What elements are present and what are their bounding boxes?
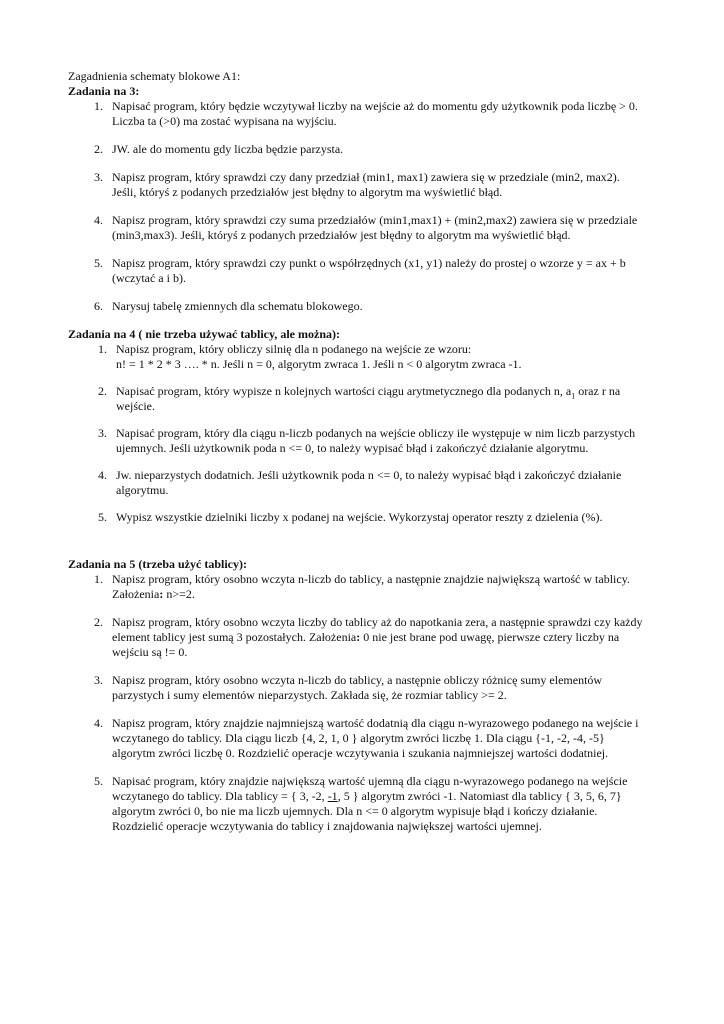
list-item xyxy=(68,142,668,157)
text-fragment: n>=2. xyxy=(163,587,195,601)
item-text xyxy=(116,426,668,456)
text-line: (min3,max3). Jeśli, któryś z podanych przedziałów jest błędny to algorytm ma wyświetlić błąd. xyxy=(112,228,571,242)
text-line: Jeśli, któryś z podanych przedziałów jest błędny to algorytm ma wyświetlić błąd. xyxy=(112,185,503,199)
list-item xyxy=(68,299,668,314)
text-fragment: Napisać program, który wypisze n kolejnych wartości ciągu arytmetycznego dla podanych n, a xyxy=(116,384,572,398)
text-line: wejściu są != 0. xyxy=(112,645,188,659)
item-number: 1. xyxy=(94,99,103,113)
item-text xyxy=(112,673,668,703)
item-text xyxy=(112,615,668,660)
text-line: n! = 1 * 2 * 3 …. * n. Jeśli n = 0, algorytm zwraca 1. Jeśli n < 0 algorytm zwraca -1. xyxy=(116,357,522,371)
text-line: Napisz program, który sprawdzi czy punkt o współrzędnych (x1, y1) należy do prostej o wzorze y = ax + b xyxy=(112,256,626,270)
text-line xyxy=(116,384,668,399)
item-number: 1. xyxy=(98,342,107,356)
item-text xyxy=(116,342,668,372)
text-line: wejście. xyxy=(116,399,155,413)
document-content xyxy=(68,69,668,847)
document-title: Zagadnienia schematy blokowe A1: xyxy=(68,69,241,83)
text-line: Napisz program, który sprawdzi czy dany przedział (min1, max1) zawiera się w przedziale (min2, max2). xyxy=(112,170,620,184)
text-fragment: oraz r na xyxy=(575,384,621,398)
text-fragment: Założenia xyxy=(112,587,160,601)
item-text xyxy=(112,142,668,157)
item-number: 2. xyxy=(94,142,103,156)
text-line: algorytm zwróci 0, bo nie ma liczb ujemnych. Dla n <= 0 algorytm wypisuje błąd i kończy działanie. xyxy=(112,804,598,818)
task-list-grade-5 xyxy=(68,572,668,834)
text-line: algorytmu. xyxy=(116,483,169,497)
bold-colon: : xyxy=(356,630,361,644)
item-text xyxy=(112,774,668,834)
list-item xyxy=(68,426,668,456)
item-number: 3. xyxy=(94,673,103,687)
text-line: Wypisz wszystkie dzielniki liczby x podanej na wejście. Wykorzystaj operator reszty z dzielenia (%). xyxy=(116,510,603,524)
list-item xyxy=(68,99,668,129)
item-number: 5. xyxy=(94,774,103,788)
item-number: 4. xyxy=(98,468,107,482)
list-item xyxy=(68,774,668,834)
subscript: 1 xyxy=(571,391,576,401)
section-heading-grade-4: Zadania na 4 ( nie trzeba używać tablicy, ale można): xyxy=(68,327,340,341)
list-item xyxy=(68,615,668,660)
list-item xyxy=(68,468,668,498)
item-number: 1. xyxy=(94,572,103,586)
text-line: Napisać program, który dla ciągu n-liczb podanych na wejście obliczy ile występuje w nim liczb parzystych xyxy=(116,426,636,440)
list-item xyxy=(68,342,668,372)
text-line: Napisz program, który sprawdzi czy suma przedziałów (min1,max1) + (min2,max2) zawiera się w przedziale xyxy=(112,213,638,227)
item-number: 2. xyxy=(94,615,103,629)
list-item xyxy=(68,170,668,200)
item-number: 2. xyxy=(98,384,107,398)
item-text xyxy=(112,256,668,286)
list-item xyxy=(68,572,668,602)
item-text xyxy=(112,170,668,200)
list-item xyxy=(68,716,668,761)
item-number: 5. xyxy=(94,256,103,270)
list-item xyxy=(68,510,668,525)
item-number: 4. xyxy=(94,213,103,227)
spacer xyxy=(68,537,668,557)
text-line: Napisać program, który znajdzie największą wartość ujemną dla ciągu n-wyrazowego podanego na wejście xyxy=(112,774,628,788)
list-item xyxy=(68,384,668,414)
text-line: wczytanego do tablicy. Dla ciągu liczb {4, 2, 1, 0 } algorytm zwróci liczbę 1. Dla ciągu {-1, -2, -4, -5} xyxy=(112,731,605,745)
text-line: Liczba ta (>0) ma zostać wypisana na wyjściu. xyxy=(112,114,337,128)
text-fragment: element tablicy jest sumą 3 pozostałych. Założenia xyxy=(112,630,357,644)
item-number: 6. xyxy=(94,299,103,313)
task-list-grade-3 xyxy=(68,99,668,314)
section-heading-grade-3: Zadania na 3: xyxy=(68,84,140,98)
item-number: 3. xyxy=(94,170,103,184)
text-line: Napisać program, który będzie wczytywał liczby na wejście aż do momentu gdy użytkownik poda liczbę > 0. xyxy=(112,99,638,113)
text-line xyxy=(112,789,668,804)
item-text xyxy=(116,384,668,414)
item-text xyxy=(112,299,668,314)
text-line: Napisz program, który osobno wczyta n-liczb do tablicy, a następnie obliczy różnicę sumy elementów xyxy=(112,673,603,687)
text-line: Narysuj tabelę zmiennych dla schematu blokowego. xyxy=(112,299,363,313)
text-line: Napisz program, który osobno wczyta liczby do tablicy aż do napotkania zera, a następnie sprawdzi czy każdy xyxy=(112,615,643,629)
list-item xyxy=(68,673,668,703)
item-text xyxy=(112,99,668,129)
item-text xyxy=(112,213,668,243)
item-number: 5. xyxy=(98,510,107,524)
text-fragment: , 5 } algorytm zwróci -1. Natomiast dla tablicy { 3, 5, 6, 7} xyxy=(337,789,622,803)
text-line: Napisz program, który obliczy silnię dla n podanego na wejście ze wzoru: xyxy=(116,342,472,356)
item-text xyxy=(116,510,668,525)
text-line: JW. ale do momentu gdy liczba będzie parzysta. xyxy=(112,142,344,156)
item-text xyxy=(112,572,668,602)
underlined-value: -1 xyxy=(327,789,338,803)
section-heading-grade-5: Zadania na 5 (trzeba użyć tablicy): xyxy=(68,557,247,571)
item-number: 3. xyxy=(98,426,107,440)
text-line: Napisz program, który znajdzie najmniejszą wartość dodatnią dla ciągu n-wyrazowego podanego na wejście i xyxy=(112,716,639,730)
task-list-grade-4 xyxy=(68,342,668,525)
text-line: Napisz program, który osobno wczyta n-liczb do tablicy, a następnie znajdzie największą wartość w tablicy. xyxy=(112,572,630,586)
text-fragment: wczytanego do tablicy. Dla tablicy = { 3, -2, xyxy=(112,789,328,803)
text-line xyxy=(112,587,668,602)
text-line: Rozdzielić operacje wczytywania do tablicy i znajdowania największej wartości ujemnej. xyxy=(112,819,542,833)
text-line: Jw. nieparzystych dodatnich. Jeśli użytkownik poda n <= 0, to należy wypisać błąd i zakończyć działanie xyxy=(116,468,622,482)
bold-colon: : xyxy=(159,587,164,601)
text-line: (wczytać a i b). xyxy=(112,271,186,285)
text-line: parzystych i sumy elementów nieparzystych. Zakłada się, że rozmiar tablicy >= 2. xyxy=(112,688,507,702)
list-item xyxy=(68,256,668,286)
list-item xyxy=(68,213,668,243)
text-fragment: 0 nie jest brane pod uwagę, pierwsze cztery liczby na xyxy=(360,630,620,644)
item-text xyxy=(112,716,668,761)
item-number: 4. xyxy=(94,716,103,730)
text-line: algorytm zwróci liczbę 0. Rozdzielić operacje wczytywania i szukania najmniejszej wartości dodatniej. xyxy=(112,746,609,760)
text-line xyxy=(112,630,668,645)
text-line: ujemnych. Jeśli użytkownik poda n <= 0, to należy wypisać błąd i zakończyć działanie algorytmu. xyxy=(116,441,589,455)
item-text xyxy=(116,468,668,498)
